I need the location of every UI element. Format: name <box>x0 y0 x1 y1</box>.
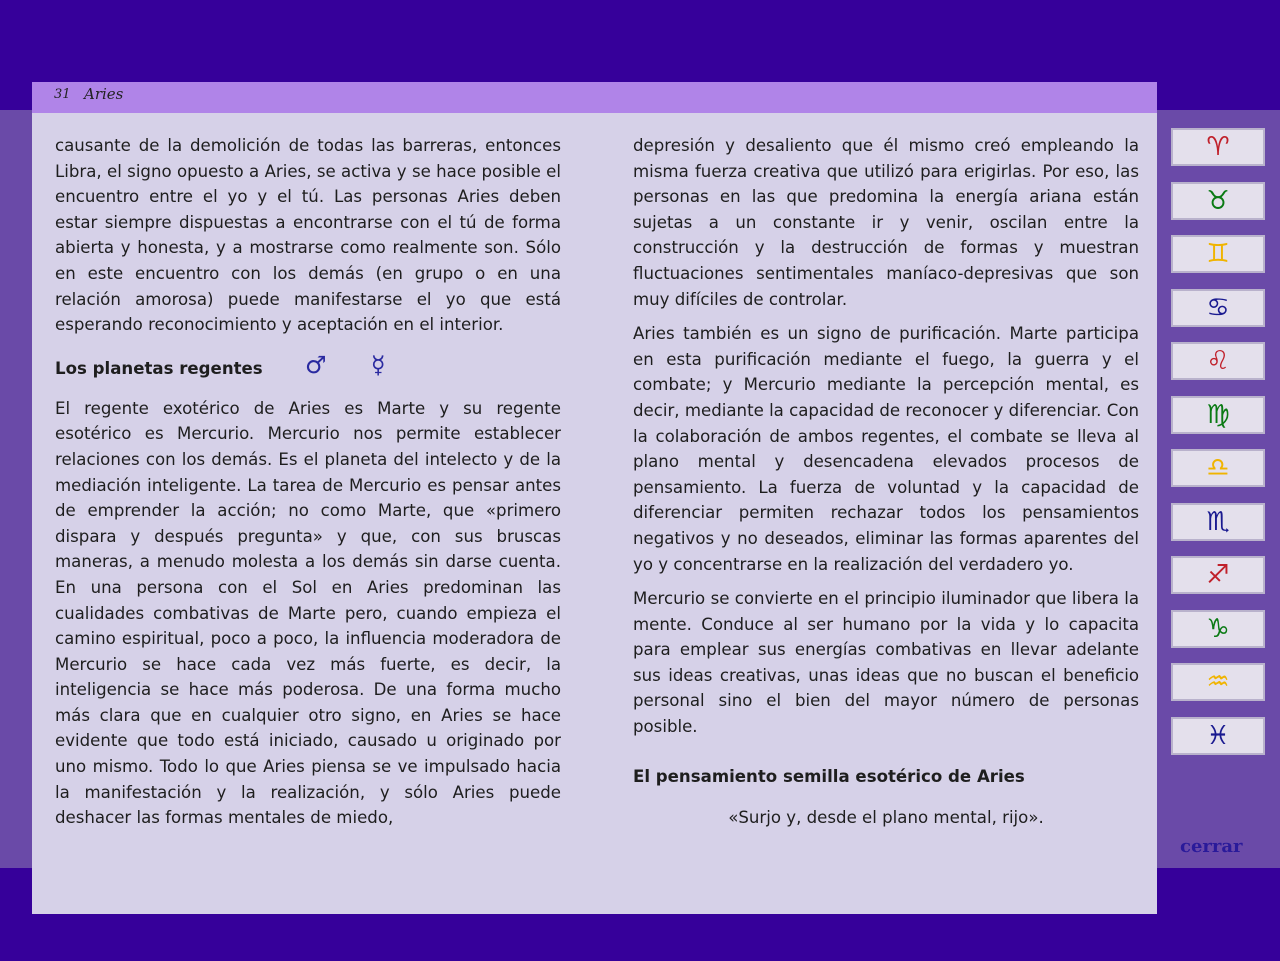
page <box>32 82 1157 914</box>
cancer-icon: ♋ <box>1206 292 1230 323</box>
virgo-icon: ♍ <box>1206 399 1230 430</box>
zodiac-libra-button[interactable] <box>1171 449 1265 487</box>
zodiac-nav <box>1171 128 1267 770</box>
mars-mercury-icon: ♂ ☿ <box>305 350 404 379</box>
zodiac-sagittarius-button[interactable] <box>1171 556 1265 594</box>
page-number: 31 <box>54 87 71 102</box>
gemini-icon: ♊ <box>1206 239 1230 269</box>
paragraph: Aries también es un signo de purificación. Marte participa en esta purificación mediante el fuego, la guerra y el combate; y Mercurio mediante la percepción mental, es decir, mediante la capacidad de reconocer y diferenciar. Con la colaboración de ambos regentes, el combate se lleva al plano mental y desencadena elevados procesos de pensamiento. La fuerza de voluntad y la capacidad de diferenciar permiten rechazar todos los pensamientos negativos y no deseados, eliminar las formas aparentes del yo y concentrarse en la realización del verdadero yo. <box>633 324 1139 574</box>
section-heading: El pensamiento semilla esotérico de Aries <box>633 766 1025 786</box>
section-heading-text: Los planetas regentes <box>55 358 263 378</box>
zodiac-leo-button[interactable] <box>1171 342 1265 380</box>
pisces-icon: ♓ <box>1206 720 1230 751</box>
zodiac-gemini-button[interactable] <box>1171 235 1265 273</box>
zodiac-capricorn-button[interactable] <box>1171 610 1265 648</box>
aries-icon: ♈ <box>1206 132 1230 162</box>
paragraph: El regente exotérico de Aries es Marte y su regente esotérico es Mercurio. Mercurio nos permite establecer relaciones con los demás. Es el planeta del intelecto y de la mediación inteligente. La tarea de Mercurio es pensar antes de emprender la acción; no como Marte, que «primero dispara y después pregunta» y que, con sus bruscas maneras, a menudo molesta a los demás sin darse cuenta. En una persona con el Sol en Aries predominan las cualidades combativas de Marte pero, cuando empieza el camino espiritual, poco a poco, la influencia moderadora de Mercurio se hace cada vez más fuerte, es decir, la inteligencia se hace más poderosa. De una forma mucho más clara que en cualquier otro signo, en Aries se hace evidente que todo está iniciado, causado u originado por uno mismo. Todo lo que Aries piensa se ve impulsado hacia la manifestación y la realización, y sólo Aries puede deshacer las formas mentales de miedo, <box>55 398 561 828</box>
zodiac-pisces-button[interactable] <box>1171 717 1265 755</box>
aquarius-icon: ♒ <box>1206 667 1230 697</box>
libra-icon: ♎ <box>1206 453 1230 483</box>
paragraph: Mercurio se convierte en el principio iluminador que libera la mente. Conduce al ser humano por la vida y lo capacita para emplear sus energías combativas en llevar adelante sus ideas creativas, unas ideas que no buscan el beneficio personal sino el bien del mayor número de personas posible. <box>633 589 1139 737</box>
page-running-title: Aries <box>84 85 124 103</box>
section-heading <box>55 350 561 382</box>
taurus-icon: ♉ <box>1206 185 1230 216</box>
scorpio-icon: ♏ <box>1206 506 1230 537</box>
left-column <box>55 133 561 840</box>
close-link[interactable]: cerrar <box>1180 836 1243 857</box>
sagittarius-icon: ♐ <box>1206 560 1230 590</box>
zodiac-cancer-button[interactable] <box>1171 289 1265 327</box>
page-header <box>32 82 1157 113</box>
paragraph: depresión y desaliento que él mismo creó empleando la misma fuerza creativa que utilizó para erigirlas. Por eso, las personas en las que predomina la energía ariana están sujetas a un constante ir y venir, oscilan entre la construcción y la destrucción de formas y muestran fluctuaciones sentimentales maníaco-depresivas que son muy difíciles de controlar. <box>633 136 1139 309</box>
zodiac-virgo-button[interactable] <box>1171 396 1265 434</box>
zodiac-aries-button[interactable] <box>1171 128 1265 166</box>
leo-icon: ♌ <box>1206 346 1230 376</box>
zodiac-scorpio-button[interactable] <box>1171 503 1265 541</box>
paragraph: causante de la demolición de todas las barreras, entonces Libra, el signo opuesto a Aries, se activa y se hace posible el encuentro entre el yo y el tú. Las personas Aries deben estar siempre dispuestas a encontrarse con el tú de forma abierta y honesta, y a mostrarse como realmente son. Sólo en este encuentro con los demás (en grupo o en una relación amorosa) puede manifestarse el yo que está esperando reconocimiento y aceptación en el interior. <box>55 136 561 335</box>
zodiac-aquarius-button[interactable] <box>1171 663 1265 701</box>
capricorn-icon: ♑ <box>1206 613 1230 644</box>
right-column <box>633 133 1139 831</box>
seed-thought-quote: «Surjo y, desde el plano mental, rijo». <box>728 808 1044 828</box>
zodiac-taurus-button[interactable] <box>1171 182 1265 220</box>
